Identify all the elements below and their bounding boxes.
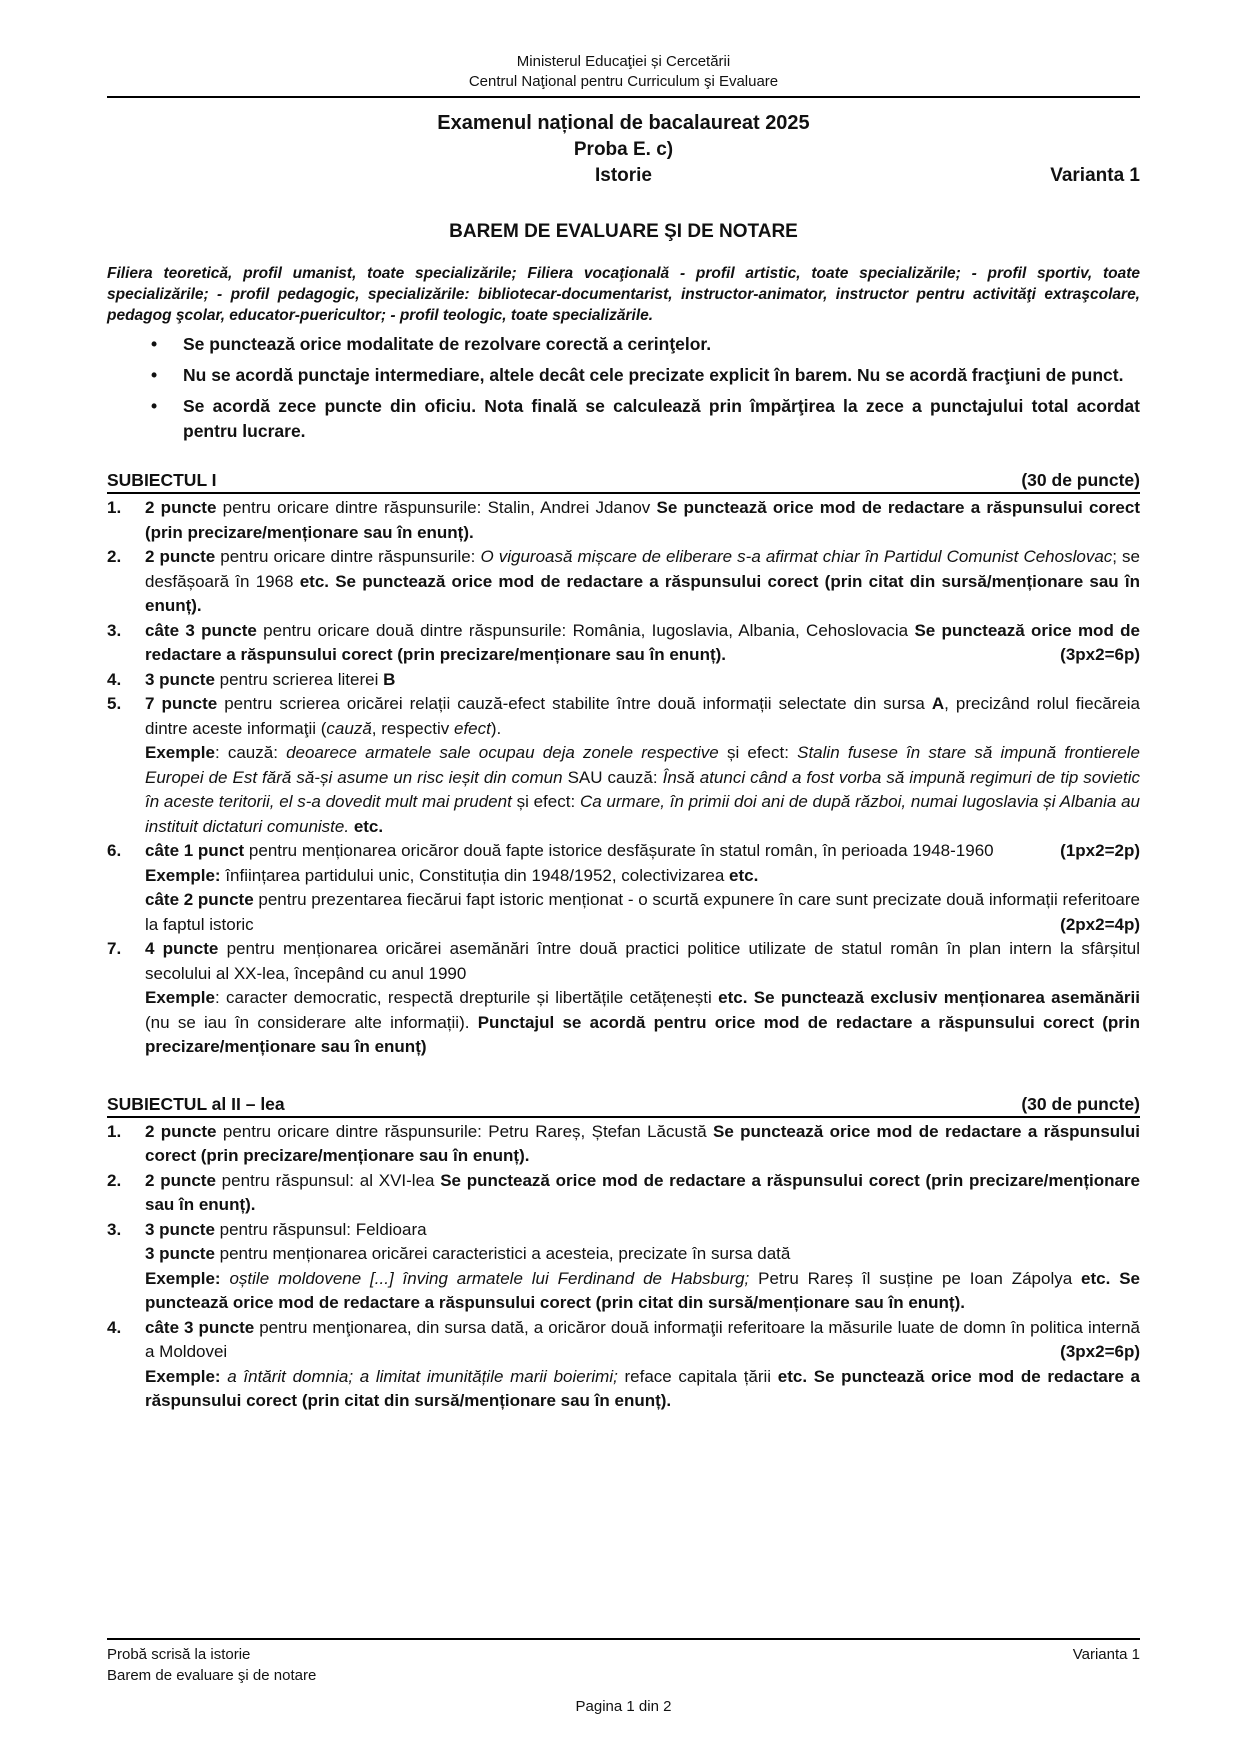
item-body (145, 1120, 1140, 1169)
item-body (145, 668, 1140, 693)
footer-exam-type: Probă scrisă la istorie (107, 1646, 251, 1663)
item-body (145, 1169, 1140, 1218)
item-body (145, 496, 1140, 545)
list-item (107, 1169, 1140, 1218)
item-number: 2. (107, 547, 122, 566)
list-item (107, 1218, 1140, 1316)
section-subiectul-1 (107, 470, 1140, 1060)
instruction-bullets (107, 332, 1140, 444)
bullet-text: Se acordă zece puncte din oficiu. Nota finală se calculează prin împărţirea la zece a punctajului total acordat pentru lucrare. (183, 396, 1140, 441)
item-paragraph: 2 puncte pentru oricare dintre răspunsurile: Stalin, Andrei Jdanov Se punctează orice mod de redactare a răspunsului corect (prin precizare/menționare sau în enunț). (145, 498, 1140, 542)
item-list (107, 1120, 1140, 1414)
item-paragraph: 2 puncte pentru oricare dintre răspunsurile: O viguroasă mișcare de eliberare s-a afirmat chiar în Partidul Comunist Cehoslovac; se desfășoară în 1968 etc. Se punctează orice mod de redactare a răspunsului corect (prin citat din sursă/menționare sau în enunț). (145, 547, 1141, 615)
ministry-header (107, 52, 1140, 98)
section-heading (107, 1094, 1140, 1118)
item-number: 2. (107, 1170, 122, 1190)
item-paragraph: Exemple: oștile moldovene [...] înving armatele lui Ferdinand de Habsburg; Petru Rareș îl susține pe Ioan Zápolya etc. Se punctează orice mod de redactare a răspunsului corect (prin citat din sursă/menționare sau în enunț). (145, 1268, 1141, 1312)
points-tag: (1px2=2p) (1054, 839, 1140, 864)
item-body (145, 937, 1140, 1060)
item-paragraph: câte 2 puncte pentru prezentarea fiecărui fapt istoric menționat - o scurtă expunere în care sunt precizate două informații referitoare la faptul istoric (2px2=4p) (145, 888, 1140, 937)
item-body (145, 1218, 1140, 1316)
header-rule (107, 96, 1140, 98)
ministry-line: Ministerul Educaţiei și Cercetării (516, 53, 731, 70)
points-tag: (3px2=6p) (1054, 643, 1140, 668)
points-tag: (2px2=4p) (1054, 913, 1140, 938)
item-number: 5. (107, 694, 122, 713)
list-item (107, 668, 1140, 693)
list-item (107, 1316, 1140, 1414)
item-paragraph: câte 1 punct pentru menționarea oricăror două fapte istorice desfășurate în statul român, în perioada 1948-1960 (1px2=2p) (145, 839, 1140, 864)
item-number: 1. (107, 498, 122, 517)
barem-title: BAREM DE EVALUARE ŞI DE NOTARE (449, 221, 798, 242)
subject-row (107, 165, 1140, 187)
item-paragraph: 7 puncte pentru scrierea oricărei relații cauză-efect stabilite între două informații selectate din sursa A, precizând rolul fiecăreia dintre aceste informaţii (cauză, respectiv efect). (145, 694, 1140, 738)
item-paragraph: câte 3 puncte pentru menţionarea, din sursa dată, a oricăror două informaţii referitoare la măsurile luate de domn în politica internă a Moldovei (3px2=6p) (145, 1316, 1140, 1365)
org-line: Centrul Naţional pentru Curriculum şi Evaluare (468, 73, 779, 90)
variant-label: Varianta 1 (1050, 165, 1140, 186)
proba-label: Proba E. c) (573, 139, 674, 160)
bullet-text: Se punctează orice modalitate de rezolvare corectă a cerinţelor. (183, 334, 712, 354)
item-number: 4. (107, 669, 122, 689)
exam-title: Examenul național de bacalaureat 2025 (437, 112, 810, 134)
points-tag: (3px2=6p) (1054, 1340, 1140, 1365)
item-paragraph: câte 3 puncte pentru oricare două dintre răspunsurile: România, Iugoslavia, Albania, Cehoslovacia Se punctează orice mod de redactare a răspunsului corect (prin precizare/menționare sau în enunț). (3px2=6p) (145, 619, 1140, 668)
item-body (145, 839, 1140, 937)
item-paragraph: Exemple: înființarea partidului unic, Constituția din 1948/1952, colectivizarea etc. (145, 865, 759, 885)
item-body (145, 545, 1140, 619)
section-subiectul-2 (107, 1094, 1140, 1414)
list-item (107, 937, 1140, 1060)
list-item (107, 1120, 1140, 1169)
item-paragraph: Exemple: caracter democratic, respectă drepturile și libertățile cetățenești etc. Se punctează exclusiv menționarea asemănării (nu se iau în considerare alte informații). Punctajul se acordă pentru orice mod de redactare a răspunsului corect (prin precizare/menționare sau în enunț) (145, 988, 1140, 1056)
item-paragraph: 2 puncte pentru oricare dintre răspunsurile: Petru Rareș, Ștefan Lăcustă Se punctează orice mod de redactare a răspunsului corect (prin precizare/menționare sau în enunț). (145, 1121, 1140, 1165)
bullet-marker: • (151, 334, 158, 354)
section-points: (30 de puncte) (1021, 470, 1140, 490)
footer-doc-type: Barem de evaluare şi de notare (107, 1667, 317, 1684)
list-item (107, 496, 1140, 545)
bullet-text: Nu se acordă punctaje intermediare, altele decât cele precizate explicit în barem. Nu se acordă fracţiuni de punct. (183, 365, 1124, 385)
bullet-item (151, 332, 1140, 357)
section-title: SUBIECTUL I (107, 470, 217, 490)
item-body (145, 619, 1140, 668)
item-number: 3. (107, 620, 122, 640)
item-paragraph: 3 puncte pentru răspunsul: Feldioara (145, 1219, 427, 1239)
list-item (107, 692, 1140, 839)
list-item (107, 619, 1140, 668)
item-body (145, 692, 1140, 839)
bullet-marker: • (151, 396, 158, 416)
item-number: 7. (107, 939, 122, 958)
item-number: 3. (107, 1219, 122, 1239)
list-item (107, 545, 1140, 619)
bullet-item (151, 363, 1140, 388)
item-paragraph: 2 puncte pentru răspunsul: al XVI-lea Se punctează orice mod de redactare a răspunsului corect (prin precizare/menționare sau în enunț). (145, 1170, 1141, 1214)
section-title: SUBIECTUL al II – lea (107, 1093, 285, 1114)
footer-rule (107, 1638, 1140, 1640)
item-paragraph: Exemple: a întărit domnia; a limitat imunitățile marii boierimi; reface capitala țării etc. Se punctează orice mod de redactare a răspunsului corect (prin citat din sursă/menționare sau în enunț). (145, 1366, 1141, 1410)
list-item (107, 839, 1140, 937)
page-footer (107, 1638, 1140, 1717)
item-paragraph: Exemple: cauză: deoarece armatele sale ocupau deja zonele respective și efect: Stalin fusese în stare să impună frontierele Europei de Est fără să-și asume un risc ieșit din comun SAU cauză: Însă atunci când a fost vorba să impună regimuri de tip sovietic în aceste teritorii, el s-a dovedit mult mai prudent și efect: Ca urmare, în primii doi ani de după război, numai Iugoslavia și Albania au instituit dictaturi comuniste. etc. (145, 743, 1140, 836)
page-number: Pagina 1 din 2 (575, 1698, 672, 1715)
subject-label: Istorie (594, 165, 653, 186)
bullet-item (151, 394, 1140, 444)
item-number: 1. (107, 1121, 122, 1141)
item-paragraph: 4 puncte pentru menționarea oricărei asemănări între două practici politice utilizate de statul român în plan intern la sfârșitul secolului al XX-lea, începând cu anul 1990 (145, 939, 1140, 983)
item-number: 4. (107, 1317, 122, 1337)
item-paragraph: 3 puncte pentru menționarea oricărei caracteristici a acesteia, precizate în sursa dată (145, 1244, 791, 1263)
item-number: 6. (107, 841, 122, 860)
footer-variant: Varianta 1 (1072, 1646, 1140, 1663)
item-body (145, 1316, 1140, 1414)
section-heading (107, 470, 1140, 494)
item-paragraph: 3 puncte pentru scrierea literei B (145, 669, 396, 689)
filiera-note: Filiera teoretică, profil umanist, toate specializările; Filiera vocaţională - profil artistic, toate specializările; - profil sportiv, toate specializările; - profil pedagogic, specializările: bibliotecar-documentarist, instructor-animator, instructor pentru activităţi extraşcolare, pedagog şcolar, educator-puericultor; - profil teologic, toate specializările. (107, 265, 1140, 324)
section-points: (30 de puncte) (1021, 1093, 1140, 1114)
item-list (107, 496, 1140, 1060)
bullet-marker: • (151, 365, 158, 385)
